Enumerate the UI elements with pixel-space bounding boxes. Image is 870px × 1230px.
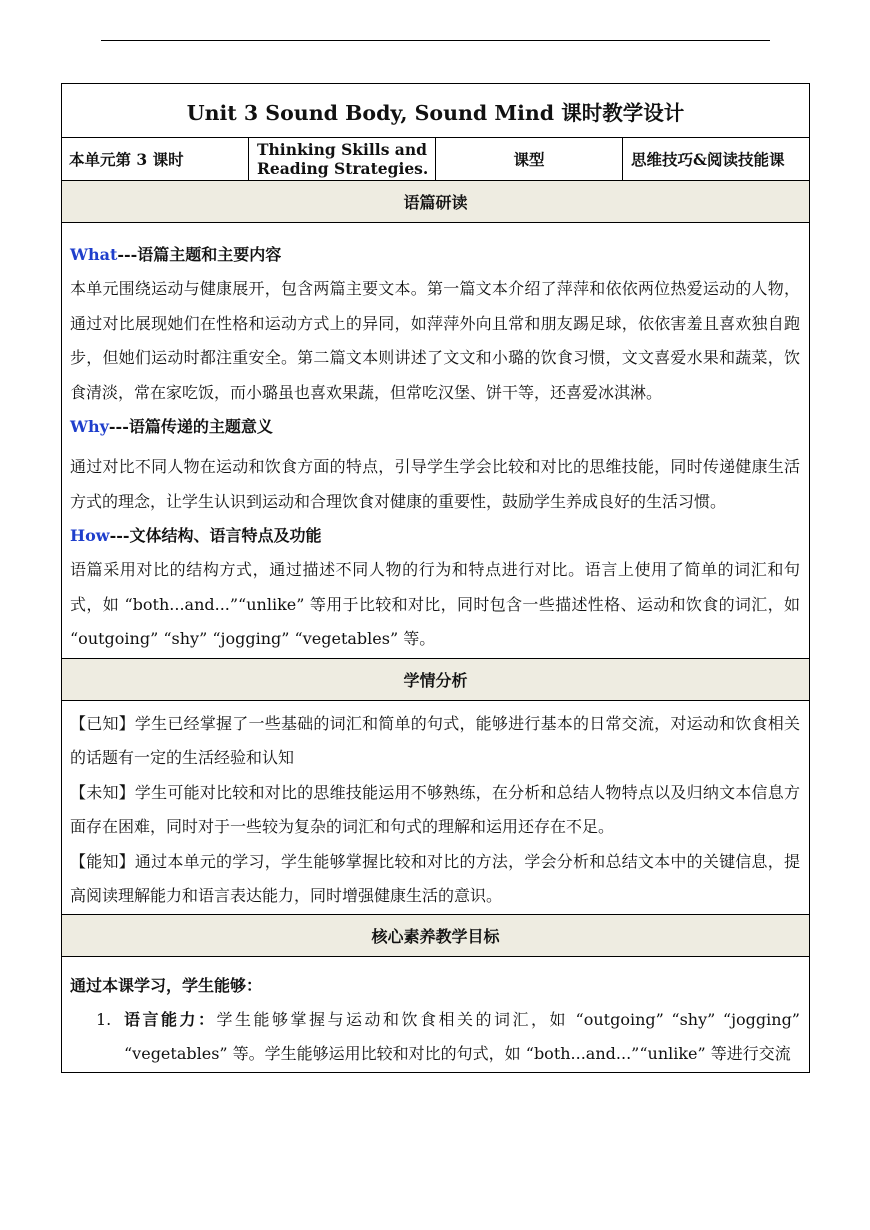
text-study-content	[62, 223, 810, 659]
what-heading-text: ---语篇主题和主要内容	[117, 245, 282, 264]
why-heading	[70, 410, 800, 444]
learner-analysis-content	[62, 700, 810, 914]
how-heading-text: ---文体结构、语言特点及功能	[109, 526, 322, 545]
what-heading	[70, 238, 800, 272]
why-keyword: Why	[70, 417, 109, 436]
lesson-number: 本单元第 3 课时	[62, 138, 249, 181]
how-heading	[70, 519, 800, 553]
why-heading-text: ---语篇传递的主题意义	[108, 417, 273, 436]
lesson-plan-table	[61, 83, 810, 1073]
how-paragraph: 语篇采用对比的结构方式，通过描述不同人物的行为和特点进行对比。语言上使用了简单的词汇和句式，如 “both...and...”“unlike” 等用于比较和对比，同时包含一些描述性格、运动和饮食的词汇，如 “outgoing” “shy” “jogging” “vegetables” 等。	[70, 560, 800, 648]
how-keyword: How	[70, 526, 110, 545]
header-rule	[101, 40, 770, 41]
lesson-type-label: 课型	[436, 138, 623, 181]
known-paragraph: 【已知】学生已经掌握了一些基础的词汇和简单的句式，能够进行基本的日常交流，对运动和饮食相关的话题有一定的生活经验和认知	[70, 713, 800, 767]
objective-number: 1.	[96, 1009, 112, 1029]
objective-label: 语言能力：	[124, 1009, 217, 1029]
lesson-type-value: 思维技巧&阅读技能课	[623, 138, 810, 181]
section-heading-objectives: 核心素养教学目标	[62, 914, 810, 956]
objectives-content	[62, 956, 810, 1072]
lesson-topic: Thinking Skills and Reading Strategies.	[249, 138, 436, 181]
objective-text: 学生能够掌握与运动和饮食相关的词汇，如 “outgoing” “shy” “jogging” “vegetables” 等。学生能够运用比较和对比的句式，如 “both...and...”“unlike” 等进行交流	[124, 1009, 800, 1063]
why-paragraph: 通过对比不同人物在运动和饮食方面的特点，引导学生学会比较和对比的思维技能，同时传递健康生活方式的理念，让学生认识到运动和合理饮食对健康的重要性，鼓励学生养成良好的生活习惯。	[70, 457, 800, 511]
section-heading-text-study: 语篇研读	[62, 181, 810, 223]
can-know-paragraph: 【能知】通过本单元的学习，学生能够掌握比较和对比的方法，学会分析和总结文本中的关键信息，提高阅读理解能力和语言表达能力，同时增强健康生活的意识。	[70, 851, 800, 905]
objective-item	[70, 1003, 800, 1072]
what-keyword: What	[70, 245, 118, 264]
document-title: Unit 3 Sound Body, Sound Mind 课时教学设计	[62, 84, 810, 138]
objectives-intro: 通过本课学习，学生能够：	[70, 975, 263, 995]
unknown-paragraph: 【未知】学生可能对比较和对比的思维技能运用不够熟练，在分析和总结人物特点以及归纳文本信息方面存在困难，同时对于一些较为复杂的词汇和句式的理解和运用还存在不足。	[70, 782, 800, 836]
what-paragraph: 本单元围绕运动与健康展开，包含两篇主要文本。第一篇文本介绍了萍萍和依依两位热爱运动的人物，通过对比展现她们在性格和运动方式上的异同，如萍萍外向且常和朋友踢足球，依依害羞且喜欢独自跑步，但她们运动时都注重安全。第二篇文本则讲述了文文和小璐的饮食习惯，文文喜爱水果和蔬菜，饮食清淡，常在家吃饭，而小璐虽也喜欢果蔬，但常吃汉堡、饼干等，还喜爱冰淇淋。	[70, 279, 800, 402]
section-heading-learner-analysis: 学情分析	[62, 658, 810, 700]
